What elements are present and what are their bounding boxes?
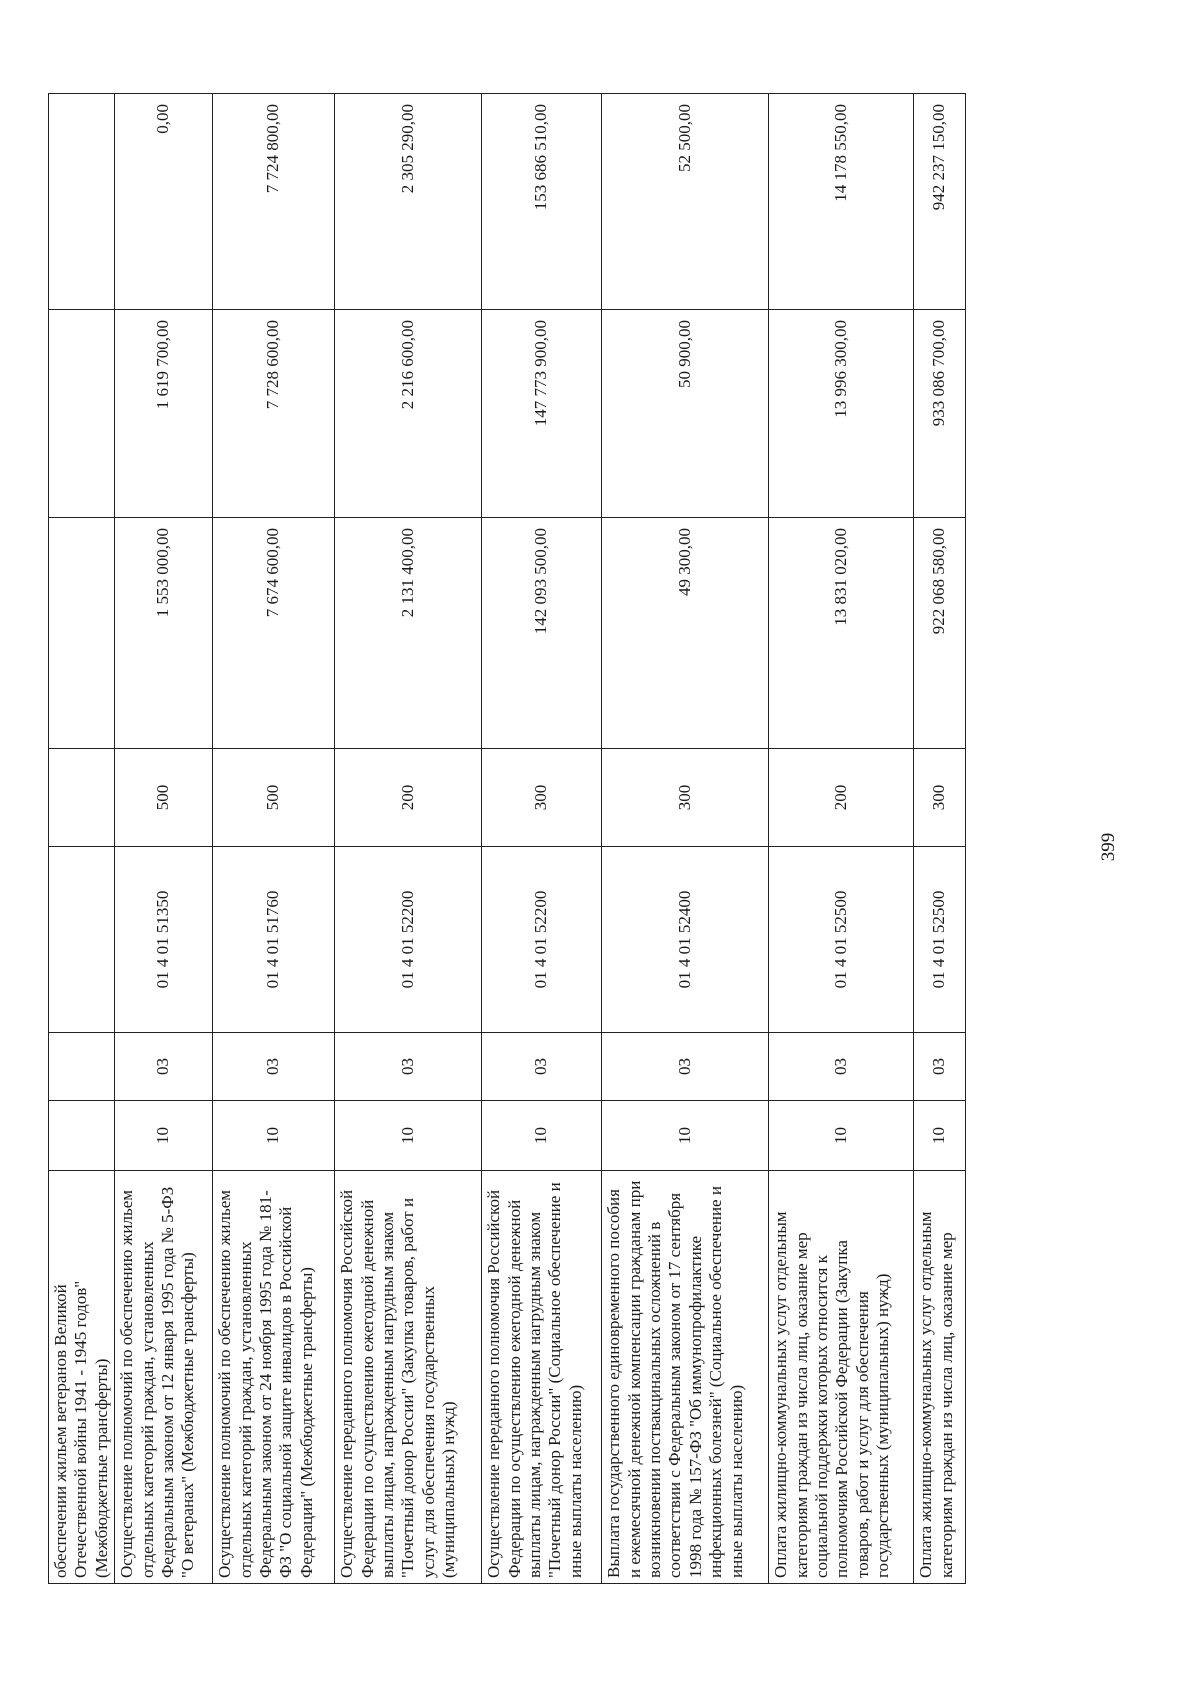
row-rz: 10 [482, 1101, 602, 1171]
row-sum-3 [49, 94, 115, 310]
row-csr: 01 4 01 52500 [914, 847, 966, 1033]
row-pr: 03 [602, 1033, 769, 1101]
row-sum-2: 7 728 600,00 [213, 310, 335, 518]
row-sum-1: 49 300,00 [602, 518, 769, 749]
row-vr: 200 [769, 749, 914, 847]
row-rz: 10 [914, 1101, 966, 1171]
row-sum-1 [49, 518, 115, 749]
row-sum-1: 922 068 580,00 [914, 518, 966, 749]
row-rz: 10 [769, 1101, 914, 1171]
row-rz: 10 [115, 1101, 213, 1171]
row-sum-1: 142 093 500,00 [482, 518, 602, 749]
row-sum-1: 13 831 020,00 [769, 518, 914, 749]
table-row [213, 94, 335, 1584]
row-sum-3: 942 237 150,00 [914, 94, 966, 310]
row-sum-3: 153 686 510,00 [482, 94, 602, 310]
table-row [602, 94, 769, 1584]
row-sum-3: 52 500,00 [602, 94, 769, 310]
row-pr: 03 [115, 1033, 213, 1101]
row-sum-2: 933 086 700,00 [914, 310, 966, 518]
row-sum-1: 7 674 600,00 [213, 518, 335, 749]
row-pr: 03 [769, 1033, 914, 1101]
row-rz: 10 [213, 1101, 335, 1171]
row-sum-3: 7 724 800,00 [213, 94, 335, 310]
page-number: 399 [1098, 832, 1119, 862]
row-vr: 300 [914, 749, 966, 847]
row-vr: 500 [213, 749, 335, 847]
row-rz [49, 1101, 115, 1171]
row-csr: 01 4 01 52500 [769, 847, 914, 1033]
table-row [769, 94, 914, 1584]
table-row [49, 94, 115, 1584]
row-sum-3: 2 305 290,00 [335, 94, 482, 310]
row-sum-1: 1 553 000,00 [115, 518, 213, 749]
row-name: Осуществление переданного полномочия Российской Федерации по осуществлению ежегодной денежной выплаты лицам, награжденным нагрудным знаком "Почетный донор России" (Социальное обеспечение и иные выплаты населению) [482, 1171, 602, 1584]
row-vr: 500 [115, 749, 213, 847]
budget-table [48, 93, 966, 1584]
table-row [914, 94, 966, 1584]
row-rz: 10 [602, 1101, 769, 1171]
row-sum-3: 0,00 [115, 94, 213, 310]
row-name: Осуществление полномочий по обеспечению жильем отдельных категорий граждан, установленных Федеральным законом от 12 января 1995 года № 5-ФЗ "О ветеранах" (Межбюджетные трансферты) [115, 1171, 213, 1584]
row-name: Осуществление полномочий по обеспечению жильем отдельных категорий граждан, установленных Федеральным законом от 24 ноября 1995 года № 181-ФЗ "О социальной защите инвалидов в Российской Федерации" (Межбюджетные трансферты) [213, 1171, 335, 1584]
row-csr: 01 4 01 52200 [482, 847, 602, 1033]
row-csr [49, 847, 115, 1033]
row-name: Оплата жилищно-коммунальных услуг отдельным категориям граждан из числа лиц, оказание мер [914, 1171, 966, 1584]
row-pr: 03 [335, 1033, 482, 1101]
row-sum-2: 13 996 300,00 [769, 310, 914, 518]
row-pr: 03 [213, 1033, 335, 1101]
row-rz: 10 [335, 1101, 482, 1171]
row-sum-2: 1 619 700,00 [115, 310, 213, 518]
row-vr: 300 [482, 749, 602, 847]
row-csr: 01 4 01 52400 [602, 847, 769, 1033]
row-vr [49, 749, 115, 847]
row-csr: 01 4 01 52200 [335, 847, 482, 1033]
row-sum-2: 50 900,00 [602, 310, 769, 518]
row-name: Выплата государственного единовременного пособия и ежемесячной денежной компенсации гражданам при возникновении поствакцинальных осложнений в соответствии с Федеральным законом от 17 сентября 1998 года № 157-ФЗ "Об иммунопрофилактике инфекционных болезней" (Социальное обеспечение и иные выплаты населению) [602, 1171, 769, 1584]
row-sum-2 [49, 310, 115, 518]
row-csr: 01 4 01 51350 [115, 847, 213, 1033]
row-pr: 03 [482, 1033, 602, 1101]
table-row [335, 94, 482, 1584]
row-pr [49, 1033, 115, 1101]
row-sum-2: 2 216 600,00 [335, 310, 482, 518]
row-sum-3: 14 178 550,00 [769, 94, 914, 310]
row-name: обеспечении жильем ветеранов Великой Отечественной войны 1941 - 1945 годов" (Межбюджетные трансферты) [49, 1171, 115, 1584]
table-row [115, 94, 213, 1584]
table-row [482, 94, 602, 1584]
row-name: Оплата жилищно-коммунальных услуг отдельным категориям граждан из числа лиц, оказание мер социальной поддержки которых относится к полномочиям Российской Федерации (Закупка товаров, работ и услуг для обеспечения государственных (муниципальных) нужд) [769, 1171, 914, 1584]
row-pr: 03 [914, 1033, 966, 1101]
row-vr: 200 [335, 749, 482, 847]
row-sum-2: 147 773 900,00 [482, 310, 602, 518]
row-csr: 01 4 01 51760 [213, 847, 335, 1033]
row-sum-1: 2 131 400,00 [335, 518, 482, 749]
row-vr: 300 [602, 749, 769, 847]
row-name: Осуществление переданного полномочия Российской Федерации по осуществлению ежегодной денежной выплаты лицам, награжденным нагрудным знаком "Почетный донор России" (Закупка товаров, работ и услуг для обеспечения государственных (муниципальных) нужд) [335, 1171, 482, 1584]
